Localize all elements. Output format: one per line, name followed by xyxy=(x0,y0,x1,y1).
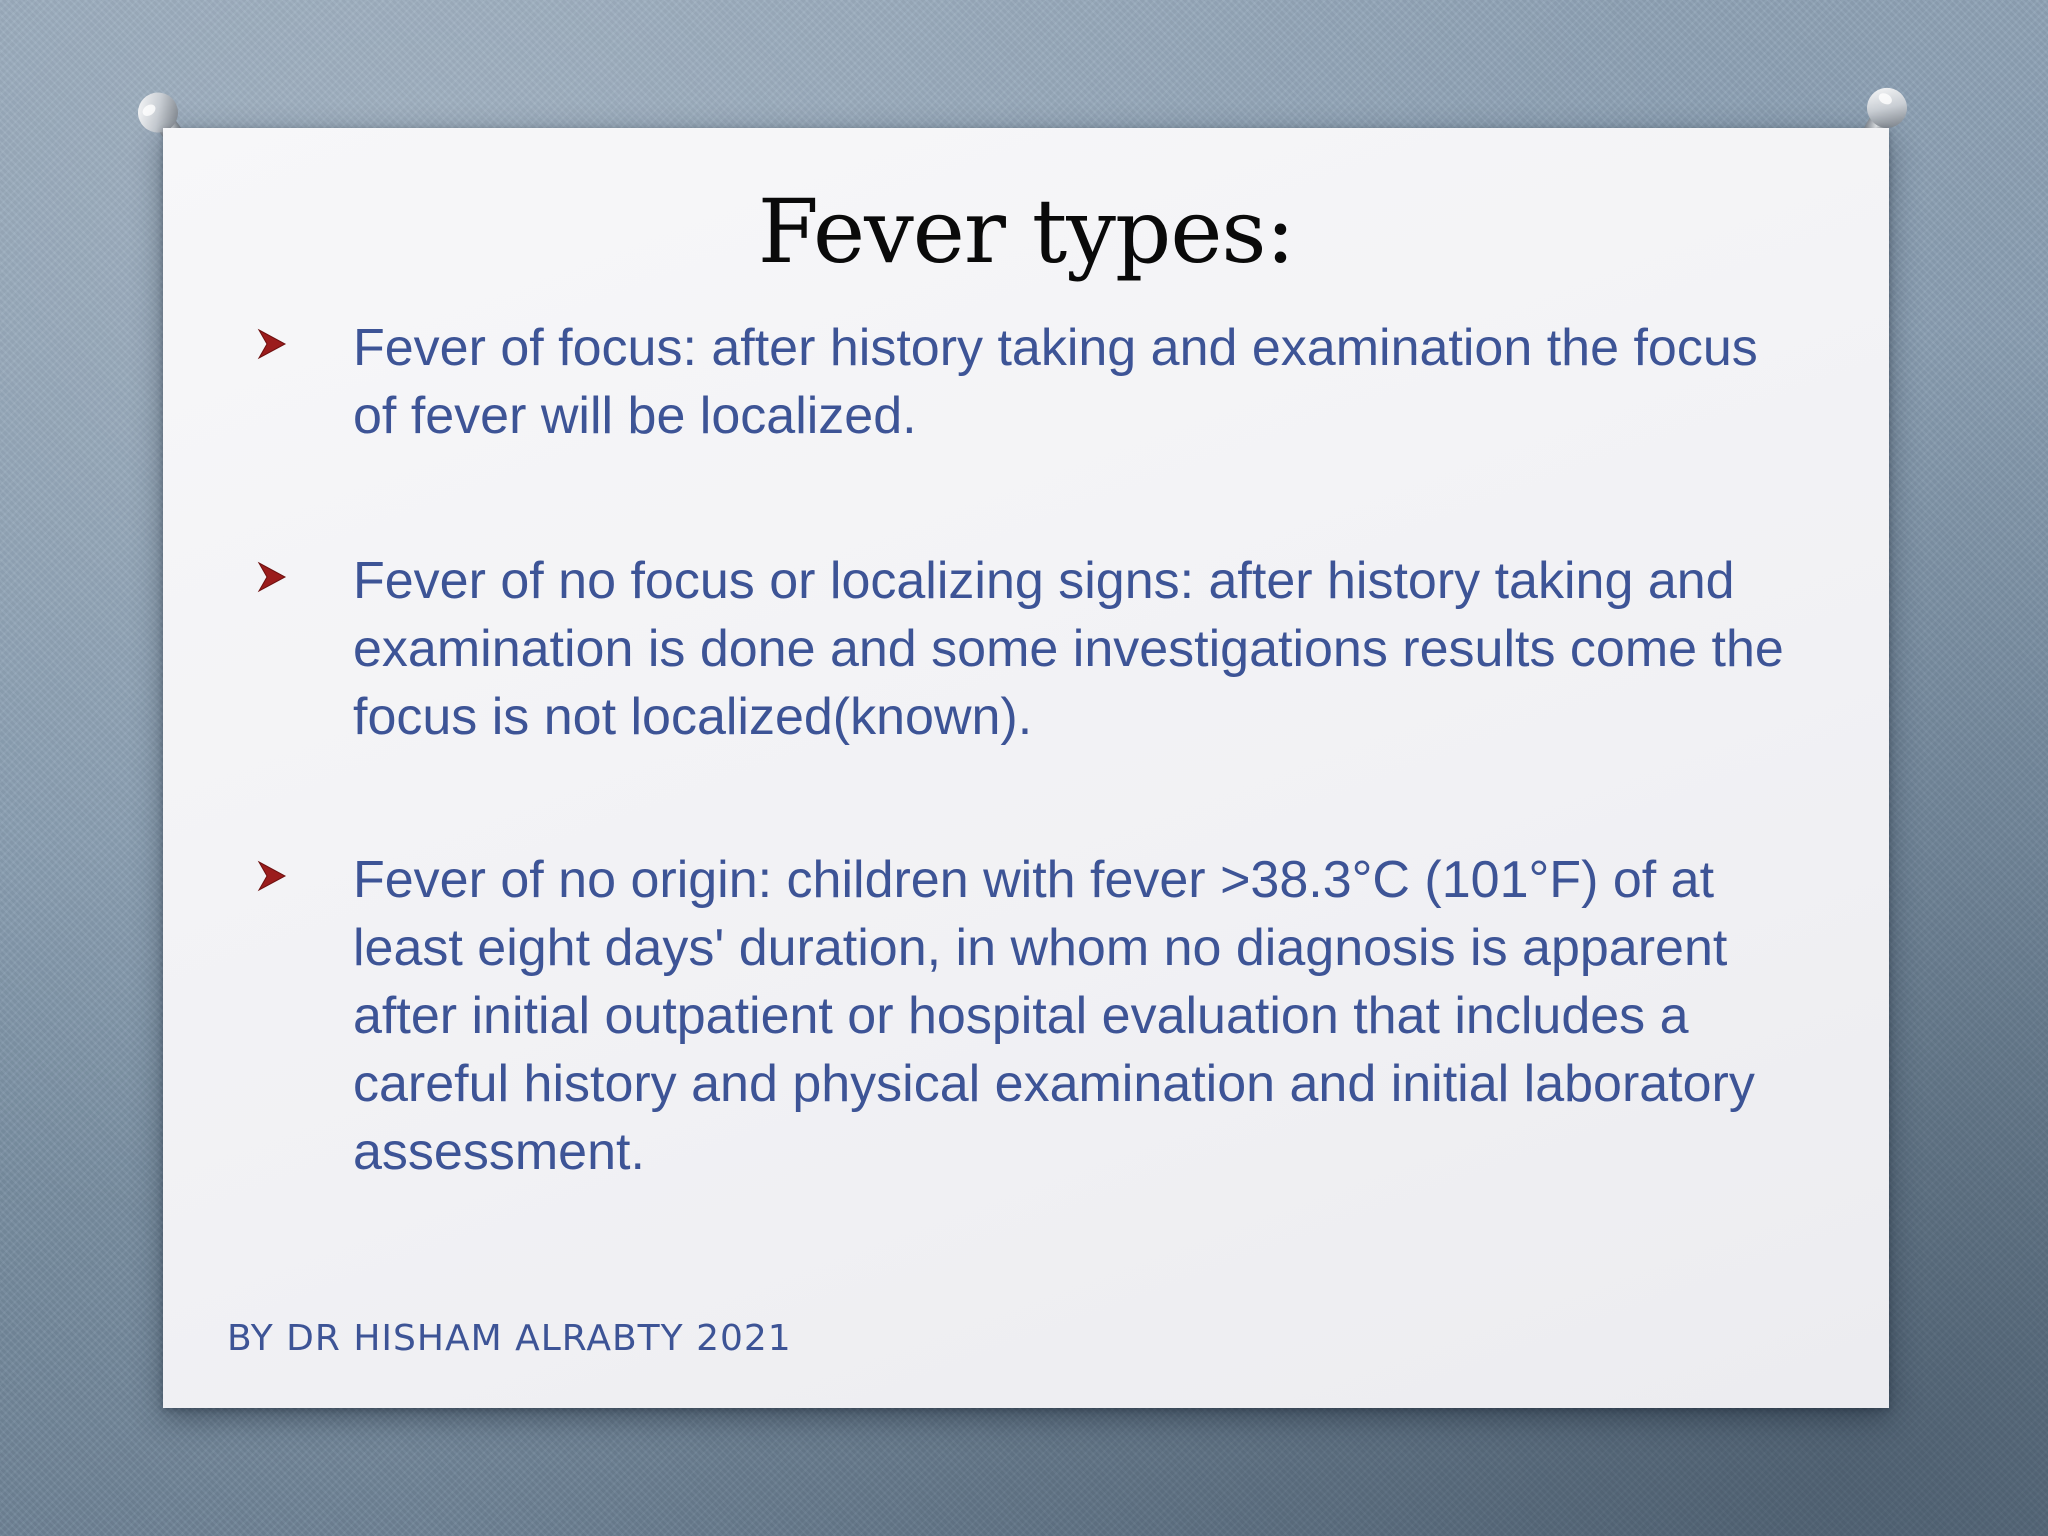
bullet-item xyxy=(257,846,1857,1186)
bullet-text: Fever of no origin: children with fever >38.3°C (101°F) of at least eight days' duration, in whom no diagnosis is apparent after initial outpatient or hospital evaluation that includes a careful history and physical examination and initial laboratory assessment. xyxy=(353,851,1755,1181)
bullet-item xyxy=(257,314,1857,450)
author-footer: BY DR HISHAM ALRABTY 2021 xyxy=(227,1318,792,1359)
slide-title: Fever types: xyxy=(757,180,1295,283)
arrowhead-bullet-icon xyxy=(257,314,353,365)
bullet-item xyxy=(257,547,1857,751)
arrowhead-bullet-icon xyxy=(257,846,353,897)
slide-card xyxy=(163,128,1889,1408)
bullet-text: Fever of no focus or localizing signs: after history taking and examination is done and some investigations results come the focus is not localized(known). xyxy=(353,552,1784,746)
bullet-text: Fever of focus: after history taking and examination the focus of fever will be localized. xyxy=(353,319,1758,445)
arrowhead-bullet-icon xyxy=(257,547,353,598)
